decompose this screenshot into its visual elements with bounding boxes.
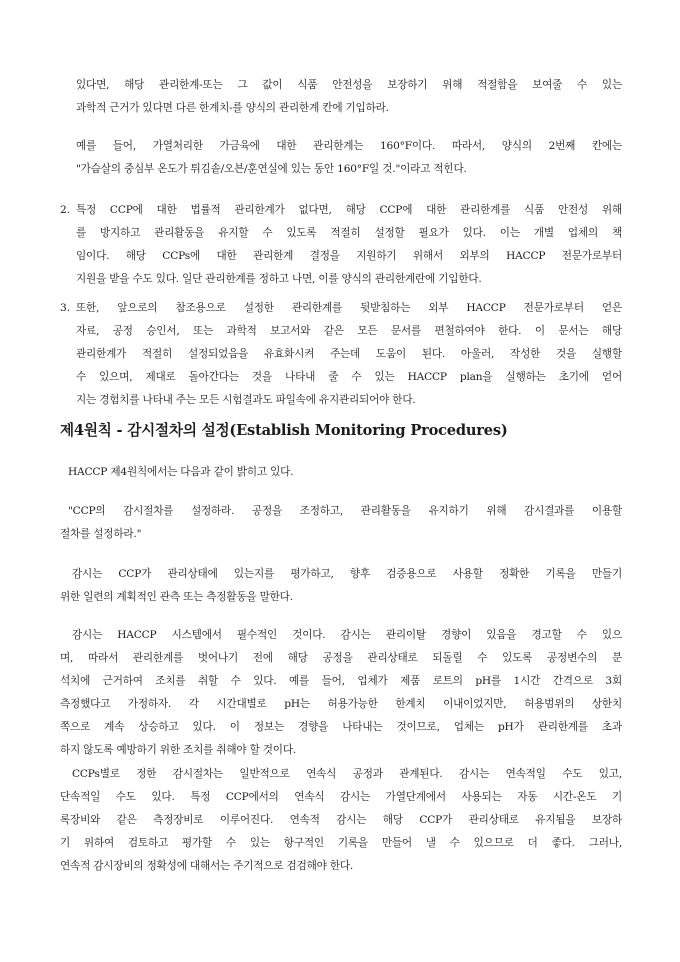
- text-line: 위한 일련의 계획적인 관측 또는 측정활동을 말한다.: [60, 591, 293, 603]
- paragraph-principle-4-quote: [60, 500, 622, 546]
- text-line: 연속적 감시장비의 정확성에 대해서는 주기적으로 검검해야 한다.: [60, 860, 354, 872]
- text-line: 록장비와 같은 측정장비로 이루어진다. 연속적 감시는 해당 CCP가 관리상태로 유지됨을 보장하: [60, 814, 622, 826]
- text-line: 임이다. 해당 CCPs에 대한 관리한계 결정을 지원하기 위해서 외부의 HACCP 전문가로부터: [76, 250, 622, 262]
- text-line: 하지 않도록 예방하기 위한 조치를 취해야 할 것이다.: [60, 744, 297, 756]
- list-number-2: 2.: [60, 204, 71, 216]
- paragraph-monitoring-importance: [60, 624, 622, 762]
- text-line: 를 방지하고 관리활동을 유지할 수 있도록 적절히 설정할 필요가 있다. 이는 개별 업체의 책: [76, 227, 622, 239]
- paragraph-critical-limit-continuation: [76, 74, 622, 120]
- text-line: 관리한계가 적절히 설정되었음을 유효화시켜 주는데 도움이 된다. 아울러, 작성한 것을 실행할: [76, 348, 622, 360]
- text-line: 절차를 설정하라.": [60, 528, 142, 540]
- text-line: HACCP 제4원칙에서는 다음과 같이 밝히고 있다.: [68, 466, 294, 478]
- text-line: CCPs별로 정한 감시절차는 일반적으로 연속식 공정과 관계된다. 감시는 연속적일 수도 있고,: [72, 768, 622, 780]
- text-line: "CCP의 감시절차를 설정하라. 공정을 조정하고, 관리활동을 유지하기 위해 감시결과를 이용할: [68, 505, 622, 517]
- text-line: 지는 경험치를 나타내 주는 모든 시험결과도 파일속에 유지관리되어야 한다.: [76, 394, 416, 406]
- paragraph-continuous-monitoring: [60, 763, 622, 878]
- text-line: 며, 따라서 관리한계를 벗어나기 전에 해당 공정을 관리상태로 되돌릴 수 있도록 공정변수의 분: [60, 652, 622, 664]
- paragraph-poultry-example: [76, 135, 622, 181]
- text-line: 특정 CCP에 대한 법률적 관리한계가 없다면, 해당 CCP에 대한 관리한계를 식품 안전성 위해: [76, 204, 622, 216]
- text-line: 단속적일 수도 있다. 특정 CCP에서의 연속식 감시는 가열단계에서 사용되는 자동 시간-온도 기: [60, 791, 622, 803]
- text-line: 있다면, 해당 관리한계-또는 그 값이 식품 안전성을 보장하기 위해 적절함을 보여줄 수 있는: [76, 79, 622, 91]
- paragraph-monitoring-definition: [60, 563, 622, 609]
- text-line: 측정했다고 가정하자. 각 시간대별로 pH는 허용가능한 한계치 이내이었지만, 허용범위의 상한치: [60, 698, 622, 710]
- list-item-2: [76, 199, 622, 291]
- text-line: 석치에 근거하여 조치를 취할 수 있다. 예를 들어, 업체가 제품 로트의 pH를 1시간 간격으로 3회: [60, 675, 622, 687]
- text-line: 지원을 받을 수도 있다. 일단 관리한계를 정하고 나면, 이를 양식의 관리한계란에 기입한다.: [76, 273, 482, 285]
- text-line: "가슴살의 중심부 온도가 튀김솥/오븐/훈연실에 있는 동안 160°F일 것."이라고 적힌다.: [76, 163, 467, 175]
- text-line: 과학적 근거가 있다면 다른 한계치-를 양식의 관리한계 칸에 기입하라.: [76, 102, 389, 114]
- text-line: 쪽으로 계속 상승하고 있다. 이 정보는 경향을 나타내는 것이므로, 업체는 pH가 관리한계를 초과: [60, 721, 622, 733]
- text-line: 또한, 앞으로의 참조용으로 설정한 관리한계를 뒷받침하는 외부 HACCP 전문가로부터 얻은: [76, 302, 622, 314]
- list-number-3: 3.: [60, 302, 71, 314]
- paragraph-principle-4-intro: [68, 461, 622, 484]
- text-line: 예를 들어, 가열처리한 가금육에 대한 관리한계는 160°F이다. 따라서, 양식의 2번째 칸에는: [76, 140, 622, 152]
- text-line: 감시는 CCP가 관리상태에 있는지를 평가하고, 향후 검증용으로 사용할 정확한 기록을 만들기: [72, 568, 622, 580]
- list-item-3: [76, 297, 622, 412]
- text-line: 감시는 HACCP 시스템에서 필수적인 것이다. 감시는 관리이탈 경향이 있음을 경고할 수 있으: [72, 629, 622, 641]
- text-line: 기 위하여 검토하고 평가할 수 있는 항구적인 기록을 만들어 낼 수 있으므로 더 좋다. 그러나,: [60, 837, 622, 849]
- text-line: 수 있으며, 제대로 돌아간다는 것을 나타내 줄 수 있는 HACCP plan을 실행하는 초기에 얻어: [76, 371, 622, 383]
- text-line: 자료, 공정 승인서, 또는 과학적 보고서와 같은 모든 문서를 편철하여야 한다. 이 문서는 해당: [76, 325, 622, 337]
- section-heading-principle-4: 제4원칙 - 감시절차의 설정(Establish Monitoring Procedures): [60, 422, 508, 439]
